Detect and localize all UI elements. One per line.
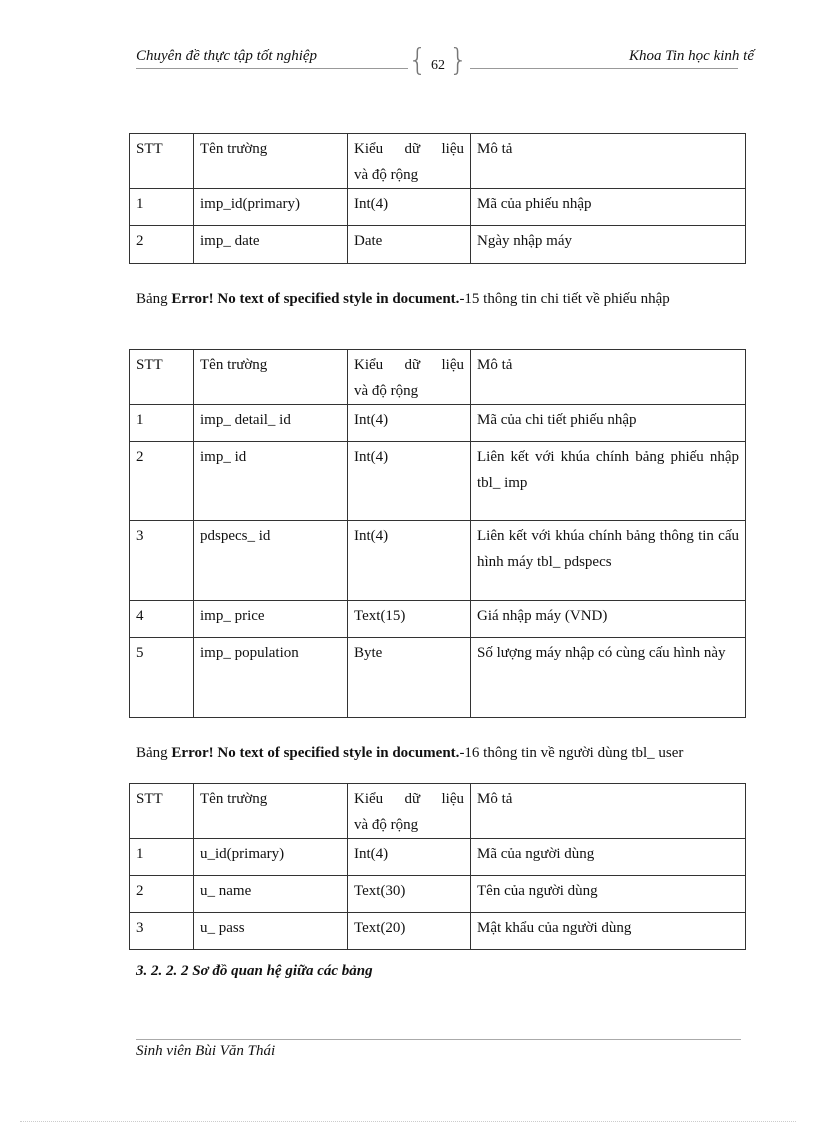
footer-divider (136, 1039, 741, 1040)
table-row: 4 imp_ price Text(15) Giá nhập máy (VND) (130, 601, 746, 638)
table-row: 2 imp_ date Date Ngày nhập máy (130, 226, 746, 264)
page-bottom-edge (20, 1121, 796, 1122)
table-header-row: STT Tên trường Kiểu dữ liệu và độ rộng Mô tả (130, 350, 746, 405)
header-divider-right (470, 68, 738, 69)
page-number-box (408, 43, 468, 84)
header-right-title: Khoa Tin học kinh tế (629, 48, 754, 64)
table-row: 5 imp_ population Byte Số lượng máy nhập có cùng cấu hình này (130, 638, 746, 718)
section-heading: 3. 2. 2. 2 Sơ đồ quan hệ giữa các bảng (136, 963, 373, 979)
table-row: 2 u_ name Text(30) Tên của người dùng (130, 876, 746, 913)
col-type: Kiểu dữ liệu và độ rộng (348, 134, 471, 189)
col-stt: STT (130, 134, 194, 189)
import-detail-table (129, 349, 746, 718)
table-row: 3 u_ pass Text(20) Mật khẩu của người dùng (130, 913, 746, 950)
table-row: 3 pdspecs_ id Int(4) Liên kết với khúa chính bảng thông tin cấu hình máy tbl_ pdspecs (130, 521, 746, 601)
table-row: 1 imp_ detail_ id Int(4) Mã của chi tiết phiếu nhập (130, 405, 746, 442)
table-row: 2 imp_ id Int(4) Liên kết với khúa chính bảng phiếu nhập tbl_ imp (130, 442, 746, 521)
right-brace-icon: } (448, 43, 468, 78)
col-field: Tên trường (194, 134, 348, 189)
import-table (129, 133, 746, 264)
table-row: 1 u_id(primary) Int(4) Mã của người dùng (130, 839, 746, 876)
user-table (129, 783, 746, 950)
table-row: 1 imp_id(primary) Int(4) Mã của phiếu nhập (130, 189, 746, 226)
col-desc: Mô tả (471, 134, 746, 189)
page-number: 62 (431, 58, 445, 73)
header-divider-left (136, 68, 408, 69)
footer-author: Sinh viên Bùi Văn Thái (136, 1043, 276, 1059)
table-caption: Bảng Error! No text of specified style in document.-16 thông tin về người dùng tbl_ user (136, 745, 684, 761)
table-header-row: STT Tên trường Kiểu dữ liệu và độ rộng Mô tả (130, 784, 746, 839)
table-header-row (130, 134, 746, 189)
table-caption: Bảng Error! No text of specified style in document.-15 thông tin chi tiết về phiếu nhập (136, 291, 670, 307)
left-brace-icon: { (408, 43, 428, 78)
header-left-title: Chuyên đề thực tập tốt nghiệp (136, 48, 318, 64)
